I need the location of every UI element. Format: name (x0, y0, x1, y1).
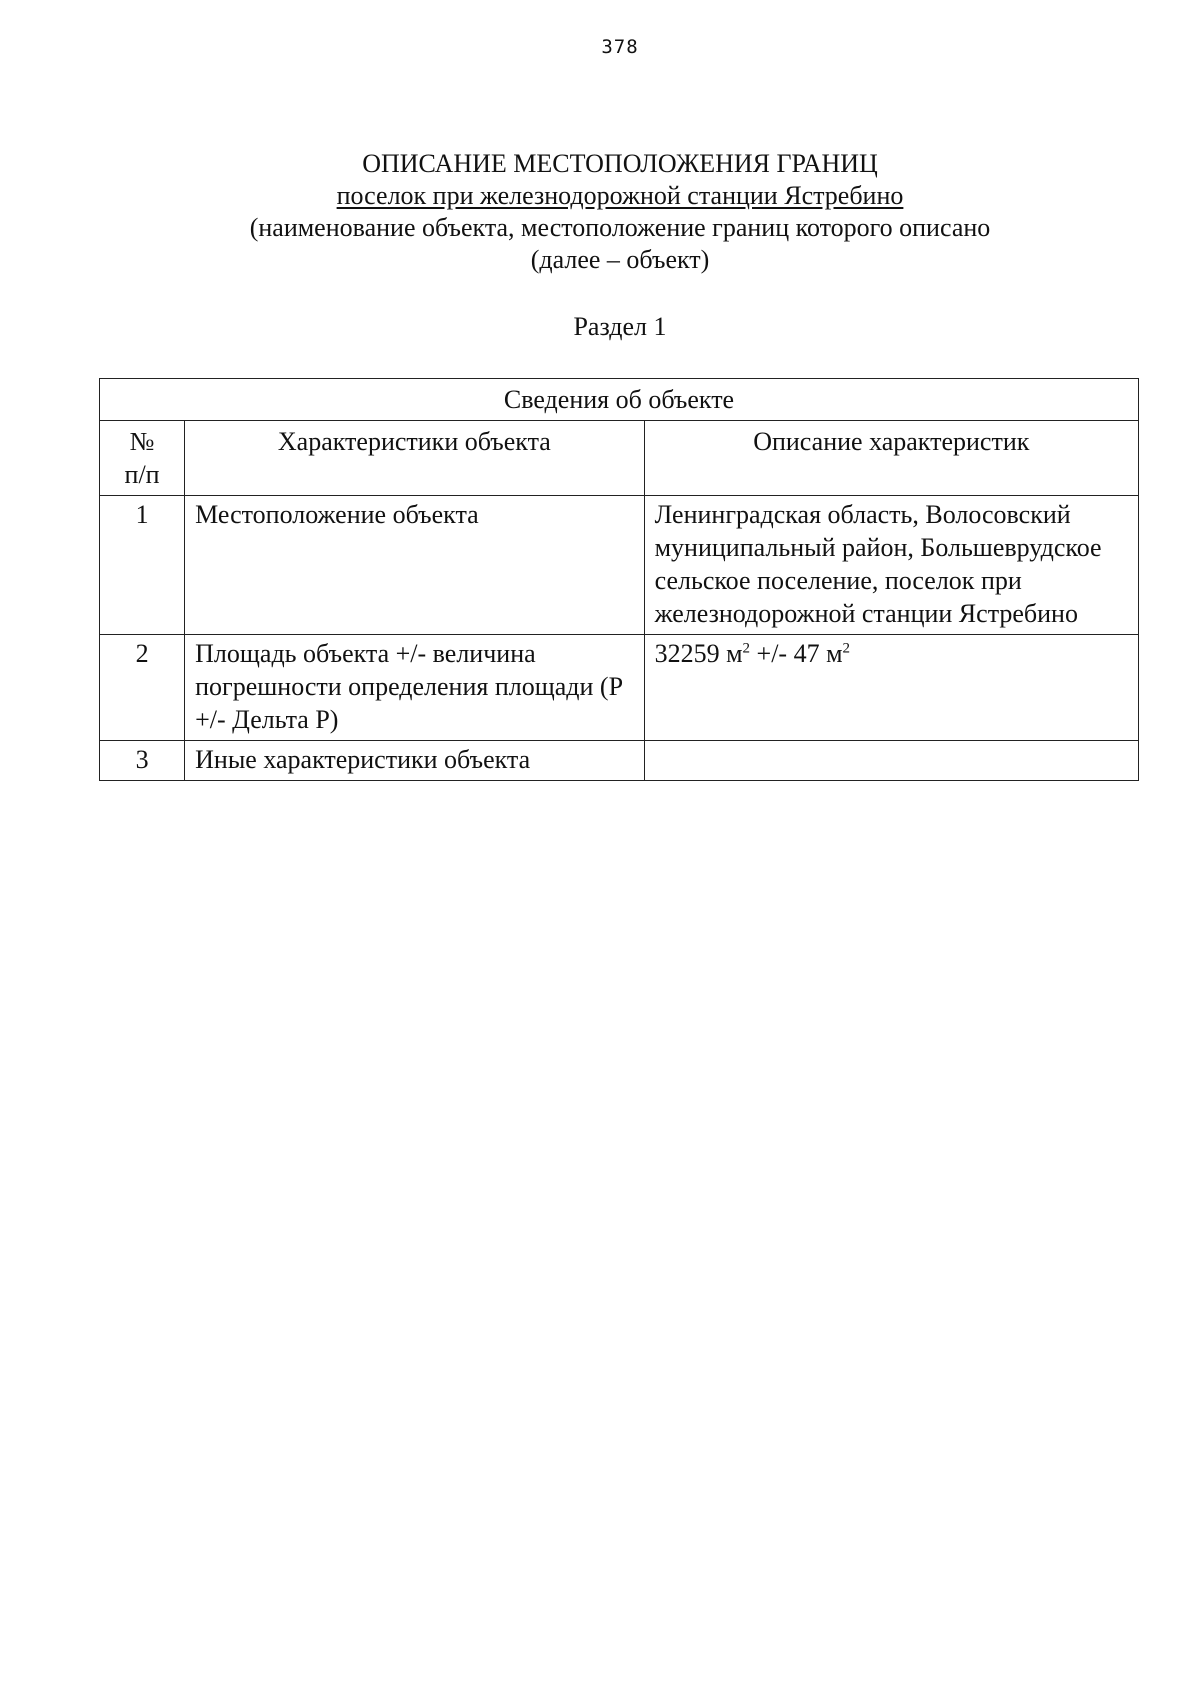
document-header (0, 148, 1200, 276)
object-name-note: (наименование объекта, местоположение границ которого описано (249, 213, 991, 242)
section-label: Раздел 1 (573, 312, 667, 341)
row-characteristic: Иные характеристики объекта (185, 741, 644, 781)
table-caption-row (100, 379, 1139, 421)
column-header-num-line2: п/п (124, 460, 160, 489)
table-row (100, 635, 1139, 741)
area-unit-exponent: 2 (742, 640, 751, 657)
object-info-table (99, 378, 1139, 781)
row-description: Ленинградская область, Волосовский муниципальный район, Большеврудское сельское поселение, поселок при железнодорожной станции Ястребино (644, 496, 1138, 635)
object-name: поселок при железнодорожной станции Ястребино (336, 181, 904, 210)
document-title: ОПИСАНИЕ МЕСТОПОЛОЖЕНИЯ ГРАНИЦ (362, 149, 878, 178)
row-num: 2 (100, 635, 185, 741)
object-name-note-continued: (далее – объект) (530, 245, 710, 274)
column-header-description: Описание характеристик (644, 421, 1138, 496)
column-header-num (100, 421, 185, 496)
table-header-row (100, 421, 1139, 496)
table-row (100, 496, 1139, 635)
row-description (644, 635, 1138, 741)
row-num: 1 (100, 496, 185, 635)
page-number: 378 (601, 36, 639, 58)
table-row (100, 741, 1139, 781)
row-characteristic: Местоположение объекта (185, 496, 644, 635)
row-num: 3 (100, 741, 185, 781)
table-caption: Сведения об объекте (100, 379, 1139, 421)
area-error: +/- 47 м (750, 639, 843, 668)
row-description (644, 741, 1138, 781)
row-characteristic: Площадь объекта +/- величина погрешности определения площади (Р +/- Дельта Р) (185, 635, 644, 741)
area-error-unit-exponent: 2 (842, 640, 851, 657)
column-header-num-line1: № (129, 427, 155, 456)
area-value: 32259 м (654, 639, 743, 668)
column-header-characteristics: Характеристики объекта (185, 421, 644, 496)
